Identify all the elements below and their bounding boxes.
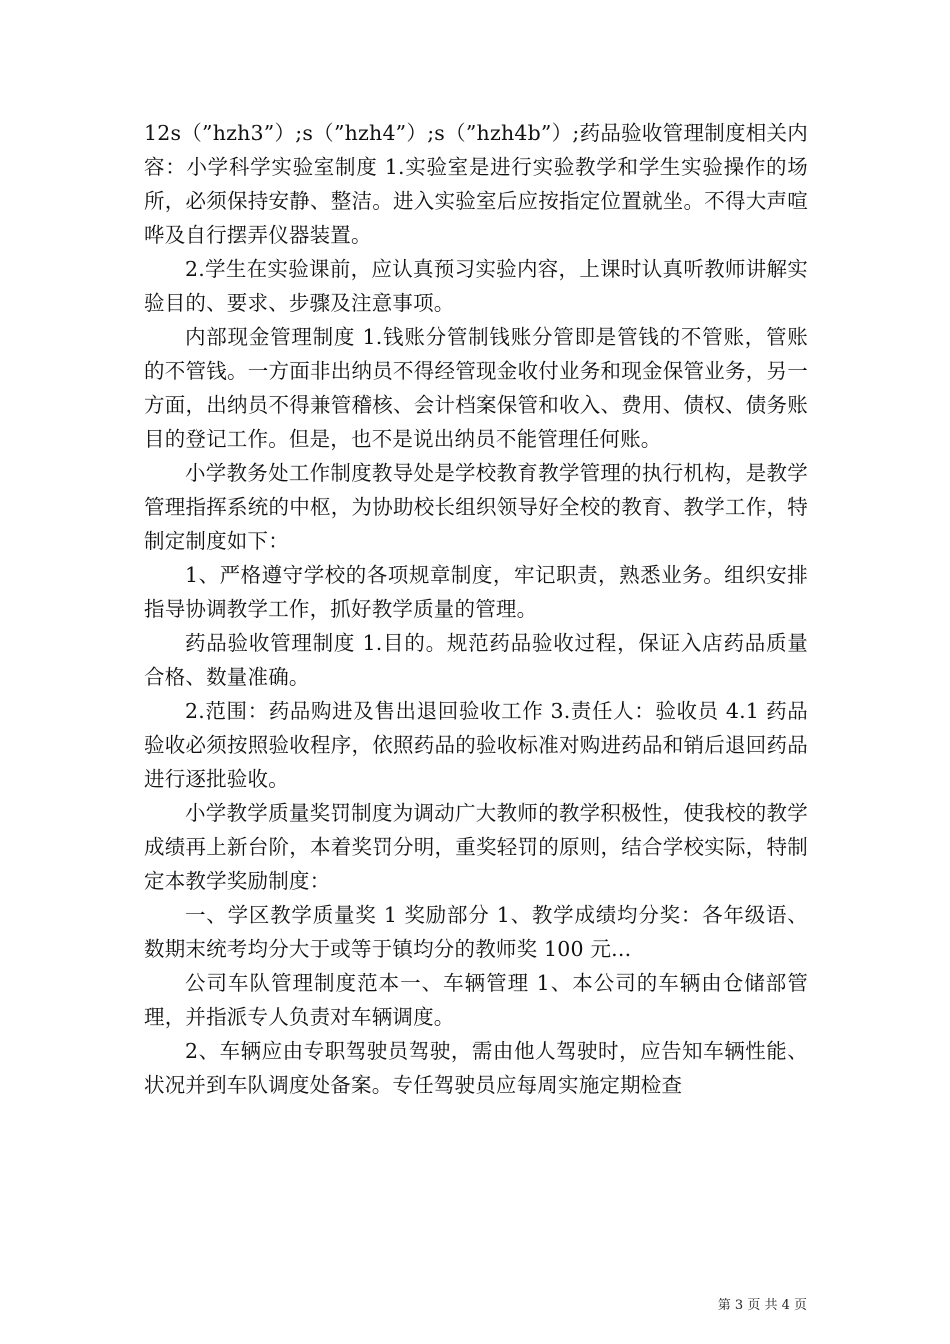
paragraph-fleet-management-2: 2、车辆应由专职驾驶员驾驶，需由他人驾驶时，应告知车辆性能、状况并到车队调度处备案。专任驾驶员应每周实施定期检查	[144, 1039, 808, 1097]
paragraph-academic-office-1: 1、严格遵守学校的各项规章制度，牢记职责，熟悉业务。组织安排指导协调教学工作，抓好教学质量的管理。	[144, 563, 808, 621]
page-number-footer: 第 3 页 共 4 页	[717, 1298, 807, 1313]
paragraph-drug-acceptance-2: 2.范围：药品购进及售出退回验收工作 3.责任人：验收员 4.1 药品验收必须按照验收程序，依照药品的验收标准对购进药品和销后退回药品进行逐批验收。	[144, 699, 808, 791]
paragraph-lab-rules-intro: 12s（”hzh3”）;s（”hzh4”）;s（”hzh4b”）;药品验收管理制度相关内容：小学科学实验室制度 1.实验室是进行实验教学和学生实验操作的场所，必须保持安静、整洁。进入实验室后应按指定位置就坐。不得大声喧哗及自行摆弄仪器装置。	[144, 121, 808, 247]
paragraph-teaching-quality: 小学教学质量奖罚制度为调动广大教师的教学积极性，使我校的教学成绩再上新台阶，本着奖罚分明，重奖轻罚的原则，结合学校实际，特制定本教学奖励制度：	[144, 801, 808, 893]
paragraph-drug-acceptance: 药品验收管理制度 1.目的。规范药品验收过程，保证入店药品质量合格、数量准确。	[144, 631, 808, 689]
paragraph-academic-office: 小学教务处工作制度教导处是学校教育教学管理的执行机构，是教学管理指挥系统的中枢，为协助校长组织领导好全校的教育、教学工作，特制定制度如下：	[144, 461, 808, 553]
document-body	[144, 116, 808, 1102]
paragraph-lab-rules-2: 2.学生在实验课前，应认真预习实验内容，上课时认真听教师讲解实验目的、要求、步骤及注意事项。	[144, 257, 808, 315]
paragraph-cash-management: 内部现金管理制度 1.钱账分管制钱账分管即是管钱的不管账，管账的不管钱。一方面非出纳员不得经管现金收付业务和现金保管业务，另一方面，出纳员不得兼管稽核、会计档案保管和收入、费用、债权、债务账目的登记工作。但是，也不是说出纳员不能管理任何账。	[144, 325, 808, 451]
paragraph-teaching-quality-1: 一、学区教学质量奖 1 奖励部分 1、教学成绩均分奖：各年级语、数期末统考均分大于或等于镇均分的教师奖 100 元...	[144, 903, 808, 961]
paragraph-fleet-management: 公司车队管理制度范本一、车辆管理 1、本公司的车辆由仓储部管理，并指派专人负责对车辆调度。	[144, 971, 808, 1029]
